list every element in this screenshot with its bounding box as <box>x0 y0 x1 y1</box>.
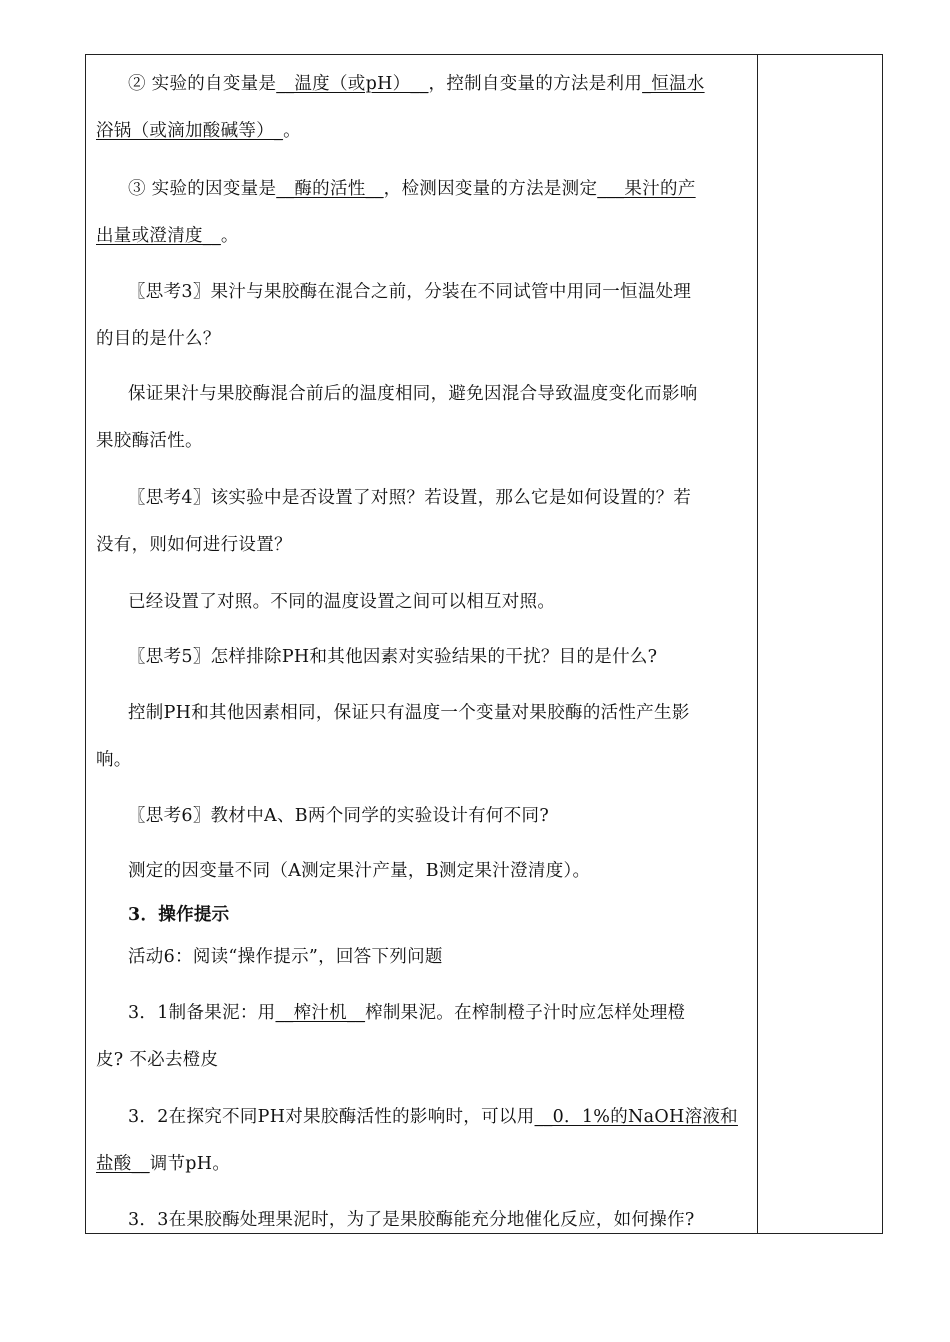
dependent-variable-line-2 <box>96 224 239 248</box>
independent-variable-line-2 <box>96 119 301 143</box>
answer-blank: __榨汁机__ <box>275 1003 366 1023</box>
answer-blank: 出量或澄清度__ <box>96 226 221 246</box>
think5-answer-line-2: 响。 <box>96 750 132 770</box>
answer-blank: ___果汁的产 <box>597 179 696 199</box>
text: 。 <box>283 121 301 141</box>
text: 调节pH。 <box>149 1154 231 1174</box>
think6-answer-line-1: 测定的因变量不同（A测定果汁产量，B测定果汁澄清度）。 <box>128 861 591 881</box>
think4-answer-line-1: 已经设置了对照。不同的温度设置之间可以相互对照。 <box>128 592 556 612</box>
answer-blank: _恒温水 <box>642 74 705 94</box>
dependent-variable-line-1 <box>128 177 696 201</box>
text: 。 <box>220 226 239 246</box>
text: 3．1制备果泥：用 <box>128 1003 276 1023</box>
item-3-2-line-2 <box>96 1152 230 1176</box>
text: ② 实验的自变量是 <box>128 74 277 94</box>
item-3-1-line-2: 皮? 不必去橙皮 <box>96 1050 219 1070</box>
text: 3．2在探究不同PH对果胶酶活性的影响时，可以用 <box>128 1107 535 1127</box>
answer-blank: 浴锅（或滴加酸碱等）_ <box>96 121 284 141</box>
think3-answer-line-2: 果胶酶活性。 <box>96 431 203 451</box>
activity-6-line: 活动6：阅读“操作提示”，回答下列问题 <box>128 947 443 967</box>
think3-answer-line-1: 保证果汁与果胶酶混合前后的温度相同，避免因混合导致温度变化而影响 <box>128 384 698 404</box>
item-3-3-line-1: 3．3在果胶酶处理果泥时，为了是果胶酶能充分地催化反应，如何操作? <box>128 1210 695 1230</box>
item-3-2-line-1 <box>128 1105 738 1129</box>
answer-blank: __0．1%的NaOH溶液和 <box>534 1107 738 1127</box>
think4-question-line-2: 没有，则如何进行设置？ <box>96 535 292 555</box>
think3-question-line-1: 〖思考3〗果汁与果胶酶在混合之前，分装在不同试管中用同一恒温处理 <box>128 282 692 302</box>
text: 榨制果泥。在榨制橙子汁时应怎样处理橙 <box>365 1003 686 1023</box>
answer-blank: 盐酸__ <box>96 1154 150 1174</box>
section-3-heading: 3．操作提示 <box>128 905 230 925</box>
think4-question-line-1: 〖思考4〗该实验中是否设置了对照？若设置，那么它是如何设置的？若 <box>128 488 692 508</box>
table-column-divider <box>757 54 758 1234</box>
think6-question-line-1: 〖思考6〗教材中A、B两个同学的实验设计有何不同? <box>128 806 550 826</box>
item-3-1-line-1 <box>128 1001 685 1025</box>
answer-blank: __温度（或pH）__ <box>276 74 429 94</box>
independent-variable-line-1 <box>128 72 705 96</box>
answer-blank: __酶的活性__ <box>276 179 384 199</box>
text: ，控制自变量的方法是利用 <box>428 74 643 94</box>
text: ，检测因变量的方法是测定 <box>383 179 598 199</box>
text: ③ 实验的因变量是 <box>128 179 277 199</box>
think5-answer-line-1: 控制PH和其他因素相同，保证只有温度一个变量对果胶酶的活性产生影 <box>128 703 690 723</box>
think5-question-line-1: 〖思考5〗怎样排除PH和其他因素对实验结果的干扰？目的是什么? <box>128 647 658 667</box>
think3-question-line-2: 的目的是什么？ <box>96 329 221 349</box>
